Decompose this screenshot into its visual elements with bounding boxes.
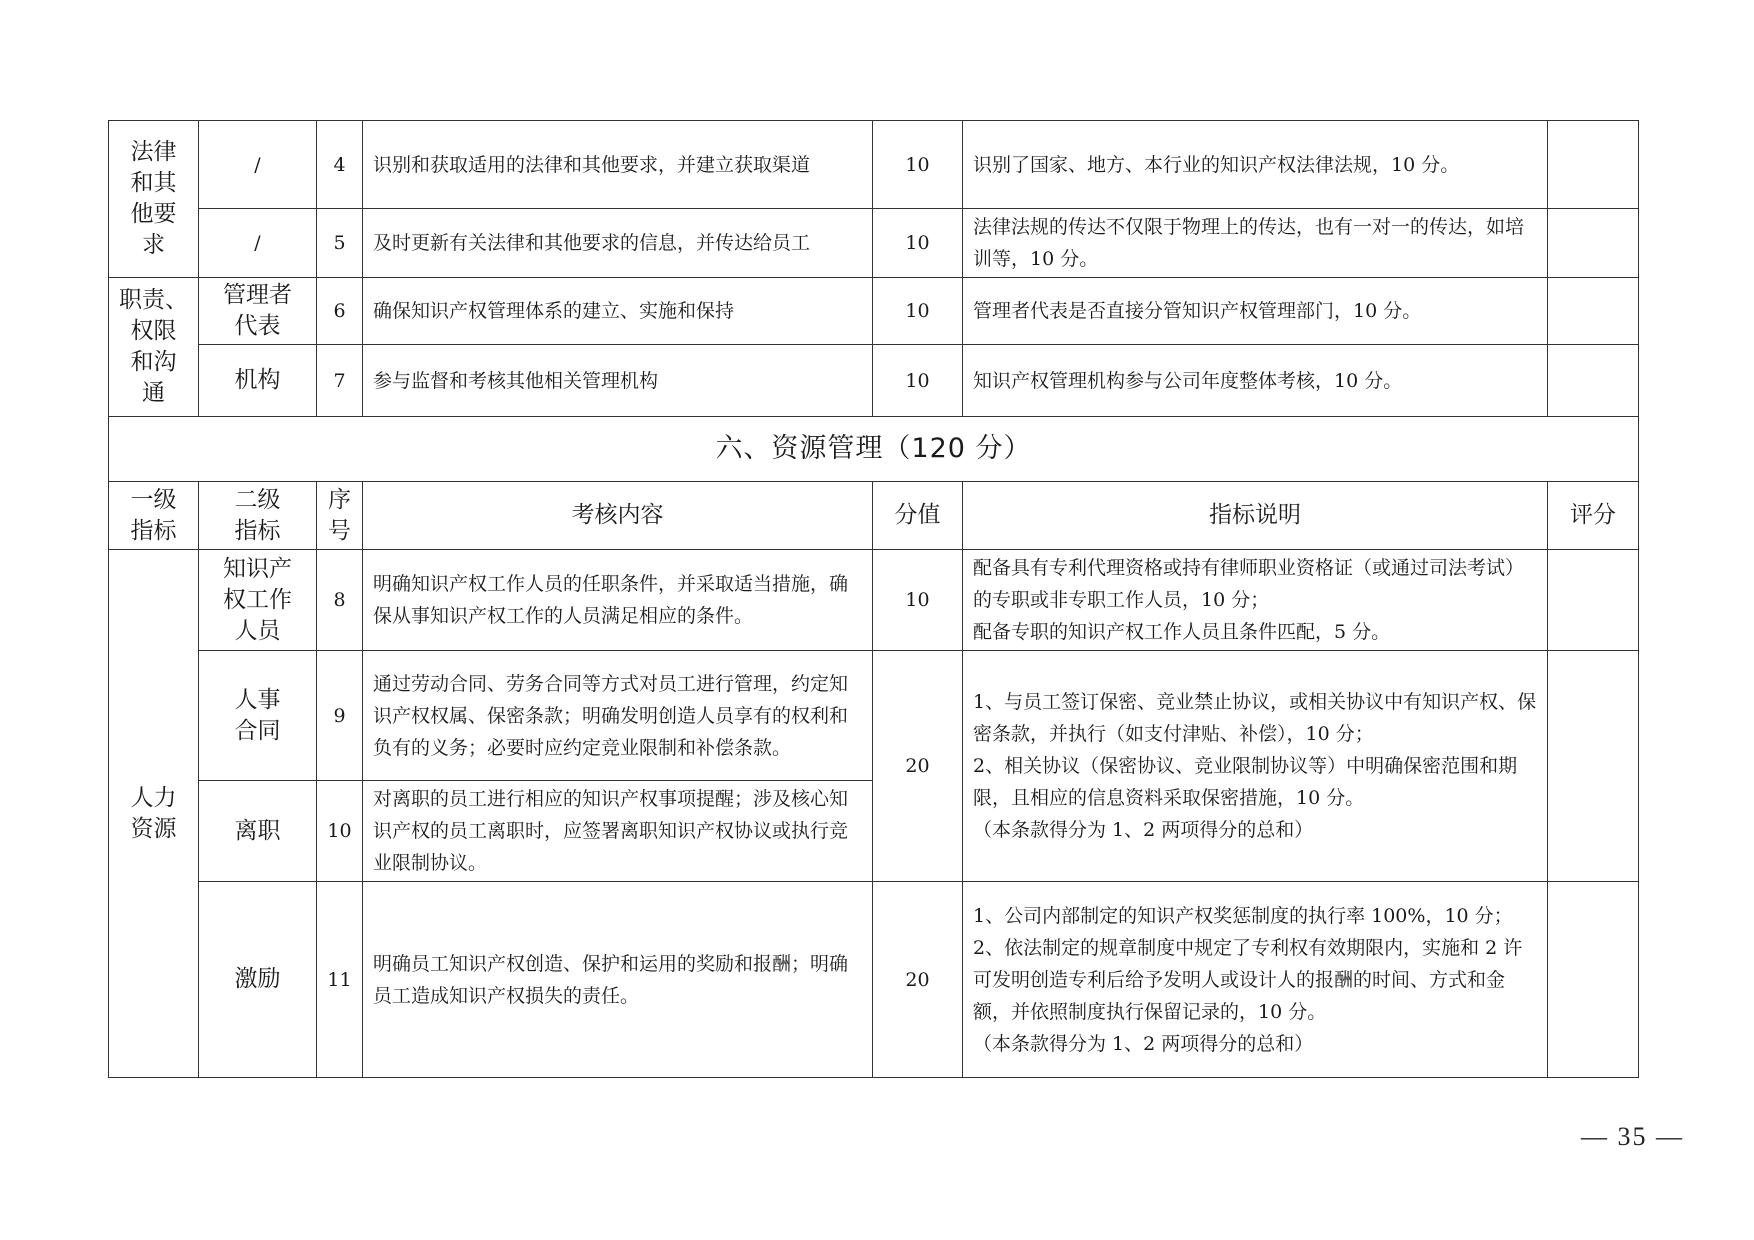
assessment-content: 明确知识产权工作人员的任职条件，并采取适当措施，确保从事知识产权工作的人员满足相应的条件。 (363, 550, 873, 651)
level2-indicator: 机构 (199, 345, 317, 417)
level2-indicator: 知识产 权工作 人员 (199, 550, 317, 651)
rating-cell (1548, 278, 1639, 345)
indicator-description: 1、与员工签订保密、竞业禁止协议，或相关协议中有知识产权、保密条款，并执行（如支付津贴、补偿），10 分； 2、相关协议（保密协议、竞业限制协议等）中明确保密范围和期限，且相应的信息资料采取保密措施，10 分。 （本条款得分为 1、2 两项得分的总和） (963, 651, 1548, 882)
table-row (109, 882, 1639, 1078)
table-row (109, 209, 1639, 278)
level2-indicator: 离职 (199, 781, 317, 882)
header-description: 指标说明 (963, 482, 1548, 550)
rating-cell (1548, 882, 1639, 1078)
section-title: 六、资源管理（120 分） (109, 417, 1639, 482)
table-row (109, 278, 1639, 345)
level2-indicator: / (199, 121, 317, 209)
assessment-content: 及时更新有关法律和其他要求的信息，并传达给员工 (363, 209, 873, 278)
level2-indicator: 人事 合同 (199, 651, 317, 781)
score-value: 10 (873, 278, 963, 345)
header-content: 考核内容 (363, 482, 873, 550)
level1-indicator: 人力 资源 (109, 550, 199, 1078)
rating-cell (1548, 209, 1639, 278)
rating-cell (1548, 345, 1639, 417)
indicator-description: 配备具有专利代理资格或持有律师职业资格证（或通过司法考试）的专职或非专职工作人员，10 分； 配备专职的知识产权工作人员且条件匹配，5 分。 (963, 550, 1548, 651)
indicator-description: 识别了国家、地方、本行业的知识产权法律法规，10 分。 (963, 121, 1548, 209)
item-number: 9 (317, 651, 363, 781)
assessment-content: 识别和获取适用的法律和其他要求，并建立获取渠道 (363, 121, 873, 209)
assessment-content: 对离职的员工进行相应的知识产权事项提醒；涉及核心知识产权的员工离职时，应签署离职知识产权协议或执行竞业限制协议。 (363, 781, 873, 882)
assessment-table (108, 120, 1639, 1078)
indicator-description: 法律法规的传达不仅限于物理上的传达，也有一对一的传达，如培训等，10 分。 (963, 209, 1548, 278)
level1-indicator: 职责、 权限 和沟 通 (109, 278, 199, 417)
item-number: 7 (317, 345, 363, 417)
assessment-table-page (108, 120, 1638, 1078)
indicator-description: 1、公司内部制定的知识产权奖惩制度的执行率 100%，10 分； 2、依法制定的规章制度中规定了专利权有效期限内，实施和 2 许可发明创造专利后给予发明人或设计人的报酬的时间、方式和金额，并依照制度执行保留记录的，10 分。 （本条款得分为 1、2 两项得分的总和） (963, 882, 1548, 1078)
level2-indicator: / (199, 209, 317, 278)
item-number: 8 (317, 550, 363, 651)
table-header-row (109, 482, 1639, 550)
page-number: — 35 — (1581, 1122, 1684, 1151)
assessment-content: 通过劳动合同、劳务合同等方式对员工进行管理，约定知识产权权属、保密条款；明确发明创造人员享有的权利和负有的义务；必要时应约定竞业限制和补偿条款。 (363, 651, 873, 781)
table-row (109, 550, 1639, 651)
item-number: 6 (317, 278, 363, 345)
header-rating: 评分 (1548, 482, 1639, 550)
item-number: 5 (317, 209, 363, 278)
rating-cell (1548, 651, 1639, 882)
score-value: 10 (873, 121, 963, 209)
score-value: 20 (873, 882, 963, 1078)
header-score: 分值 (873, 482, 963, 550)
header-level2: 二级 指标 (199, 482, 317, 550)
rating-cell (1548, 550, 1639, 651)
assessment-content: 确保知识产权管理体系的建立、实施和保持 (363, 278, 873, 345)
item-number: 10 (317, 781, 363, 882)
indicator-description: 知识产权管理机构参与公司年度整体考核，10 分。 (963, 345, 1548, 417)
header-number: 序 号 (317, 482, 363, 550)
level2-indicator: 激励 (199, 882, 317, 1078)
section-row (109, 417, 1639, 482)
score-value: 10 (873, 209, 963, 278)
table-row (109, 121, 1639, 209)
table-row (109, 345, 1639, 417)
indicator-description: 管理者代表是否直接分管知识产权管理部门，10 分。 (963, 278, 1548, 345)
assessment-content: 参与监督和考核其他相关管理机构 (363, 345, 873, 417)
item-number: 11 (317, 882, 363, 1078)
item-number: 4 (317, 121, 363, 209)
rating-cell (1548, 121, 1639, 209)
score-value: 10 (873, 345, 963, 417)
table-row (109, 651, 1639, 781)
assessment-content: 明确员工知识产权创造、保护和运用的奖励和报酬；明确员工造成知识产权损失的责任。 (363, 882, 873, 1078)
score-value: 20 (873, 651, 963, 882)
score-value: 10 (873, 550, 963, 651)
header-level1: 一级 指标 (109, 482, 199, 550)
level1-indicator: 法律 和其 他要 求 (109, 121, 199, 278)
level2-indicator: 管理者 代表 (199, 278, 317, 345)
